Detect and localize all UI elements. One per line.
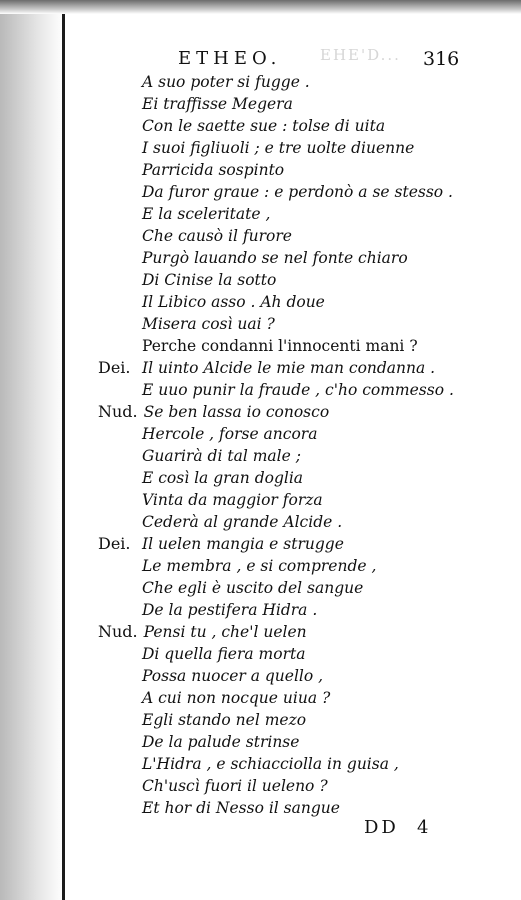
signature-leaf-number: 4 — [417, 817, 429, 838]
verse-line — [142, 247, 408, 269]
verse-line-text: De la pestifera Hidra . — [142, 601, 318, 619]
verse-line-text: Di quella fiera morta — [142, 645, 306, 663]
verse-line — [142, 643, 305, 665]
verse-line-text: A cui non nocque uiua ? — [142, 689, 331, 707]
verse-line — [142, 203, 270, 225]
verse-line — [142, 423, 317, 445]
verse-line — [142, 533, 344, 555]
verse-line-text: E la sceleritate , — [142, 205, 271, 223]
verse-line — [142, 159, 284, 181]
verse-line-text: De la palude strinse — [142, 733, 300, 751]
gutter-shadow — [0, 0, 64, 900]
verse-line-text: Pensi tu , che'l uelen — [143, 623, 307, 641]
verse-line-text: Ch'uscì fuori il ueleno ? — [142, 777, 328, 795]
speaker-label: Nud. — [98, 622, 138, 641]
verse-line-text: E così la gran doglia — [142, 469, 304, 487]
verse-line-text: Guarirà di tal male ; — [142, 447, 301, 465]
verse-line-text: Parricida sospinto — [142, 161, 285, 179]
verse-line-text: Che egli è uscito del sangue — [142, 579, 364, 597]
verse-line-text: E uuo punir la fraude , c'ho commesso . — [142, 381, 454, 399]
verse-line — [142, 379, 454, 401]
verse-line — [142, 687, 330, 709]
verse-line-text: Cederà al grande Alcide . — [142, 513, 343, 531]
verse-line-text: I suoi figliuoli ; e tre uolte diuenne — [142, 139, 415, 157]
page-top-edge — [0, 0, 521, 14]
verse-line — [142, 555, 376, 577]
verse-line-text: Hercole , forse ancora — [142, 425, 318, 443]
verse-line-text: Purgò lauando se nel fonte chiaro — [142, 249, 408, 267]
verse-line-text: Da furor graue : e perdonò a se stesso . — [142, 183, 453, 201]
verse-line — [142, 709, 306, 731]
speaker-label: Dei. — [98, 358, 131, 377]
signature-mark: DD — [364, 817, 399, 838]
verse-line — [142, 467, 303, 489]
verse-line-text: Che causò il furore — [142, 227, 292, 245]
verse-line-text: Il uinto Alcide le mie man condanna . — [142, 359, 436, 377]
verse-line-text: Il Libico asso . Ah doue — [142, 293, 325, 311]
verse-line — [142, 665, 323, 687]
verse-line — [142, 335, 418, 357]
verse-line — [142, 599, 317, 621]
verse-line-text: Le membra , e si comprende , — [142, 557, 377, 575]
page-number: 316 — [423, 48, 460, 70]
speaker-label: Dei. — [98, 534, 131, 553]
verse-line-text: Con le saette sue : tolse di uita — [142, 117, 386, 135]
verse-line — [142, 511, 342, 533]
verse-line — [142, 489, 323, 511]
verse-line — [98, 401, 329, 423]
verse-line — [142, 775, 328, 797]
verse-line-text: Possa nuocer a quello , — [142, 667, 324, 685]
verse-line-text: A suo poter si fugge . — [142, 73, 310, 91]
verse-line-text: Se ben lassa io conosco — [143, 403, 330, 421]
verse-line — [142, 269, 276, 291]
verse-line — [142, 577, 363, 599]
verse-line — [142, 291, 325, 313]
verse-line — [142, 93, 293, 115]
gutter-fold-line — [62, 0, 65, 900]
verse-line — [142, 115, 385, 137]
verse-line — [142, 753, 399, 775]
verse-line — [142, 357, 435, 379]
verse-line — [142, 445, 301, 467]
verse-line-text: Egli stando nel mezo — [142, 711, 307, 729]
bleed-through-text: EHE'D... — [320, 46, 401, 64]
verse-line-text: Il uelen mangia e strugge — [142, 535, 344, 553]
verse-line — [98, 621, 307, 643]
verse-line-text: L'Hidra , e schiacciolla in guisa , — [142, 755, 399, 773]
verse-line — [142, 797, 340, 819]
verse-line-text: Misera così uai ? — [142, 315, 275, 333]
verse-line — [142, 313, 275, 335]
verse-line-text: Di Cinise la sotto — [142, 271, 277, 289]
verse-line-text: Vinta da maggior forza — [142, 491, 323, 509]
verse-line — [142, 71, 310, 93]
speaker-label: Nud. — [98, 402, 138, 421]
verse-line-text: Perche condanni l'innocenti mani ? — [142, 337, 418, 355]
verse-line — [142, 225, 292, 247]
verse-line-text: Ei traffisse Megera — [142, 95, 293, 113]
verse-line — [142, 181, 453, 203]
verse-line — [142, 137, 414, 159]
verse-line-text: Et hor di Nesso il sangue — [142, 799, 340, 817]
verse-line — [142, 731, 299, 753]
running-title: ETHEO. — [178, 48, 282, 69]
